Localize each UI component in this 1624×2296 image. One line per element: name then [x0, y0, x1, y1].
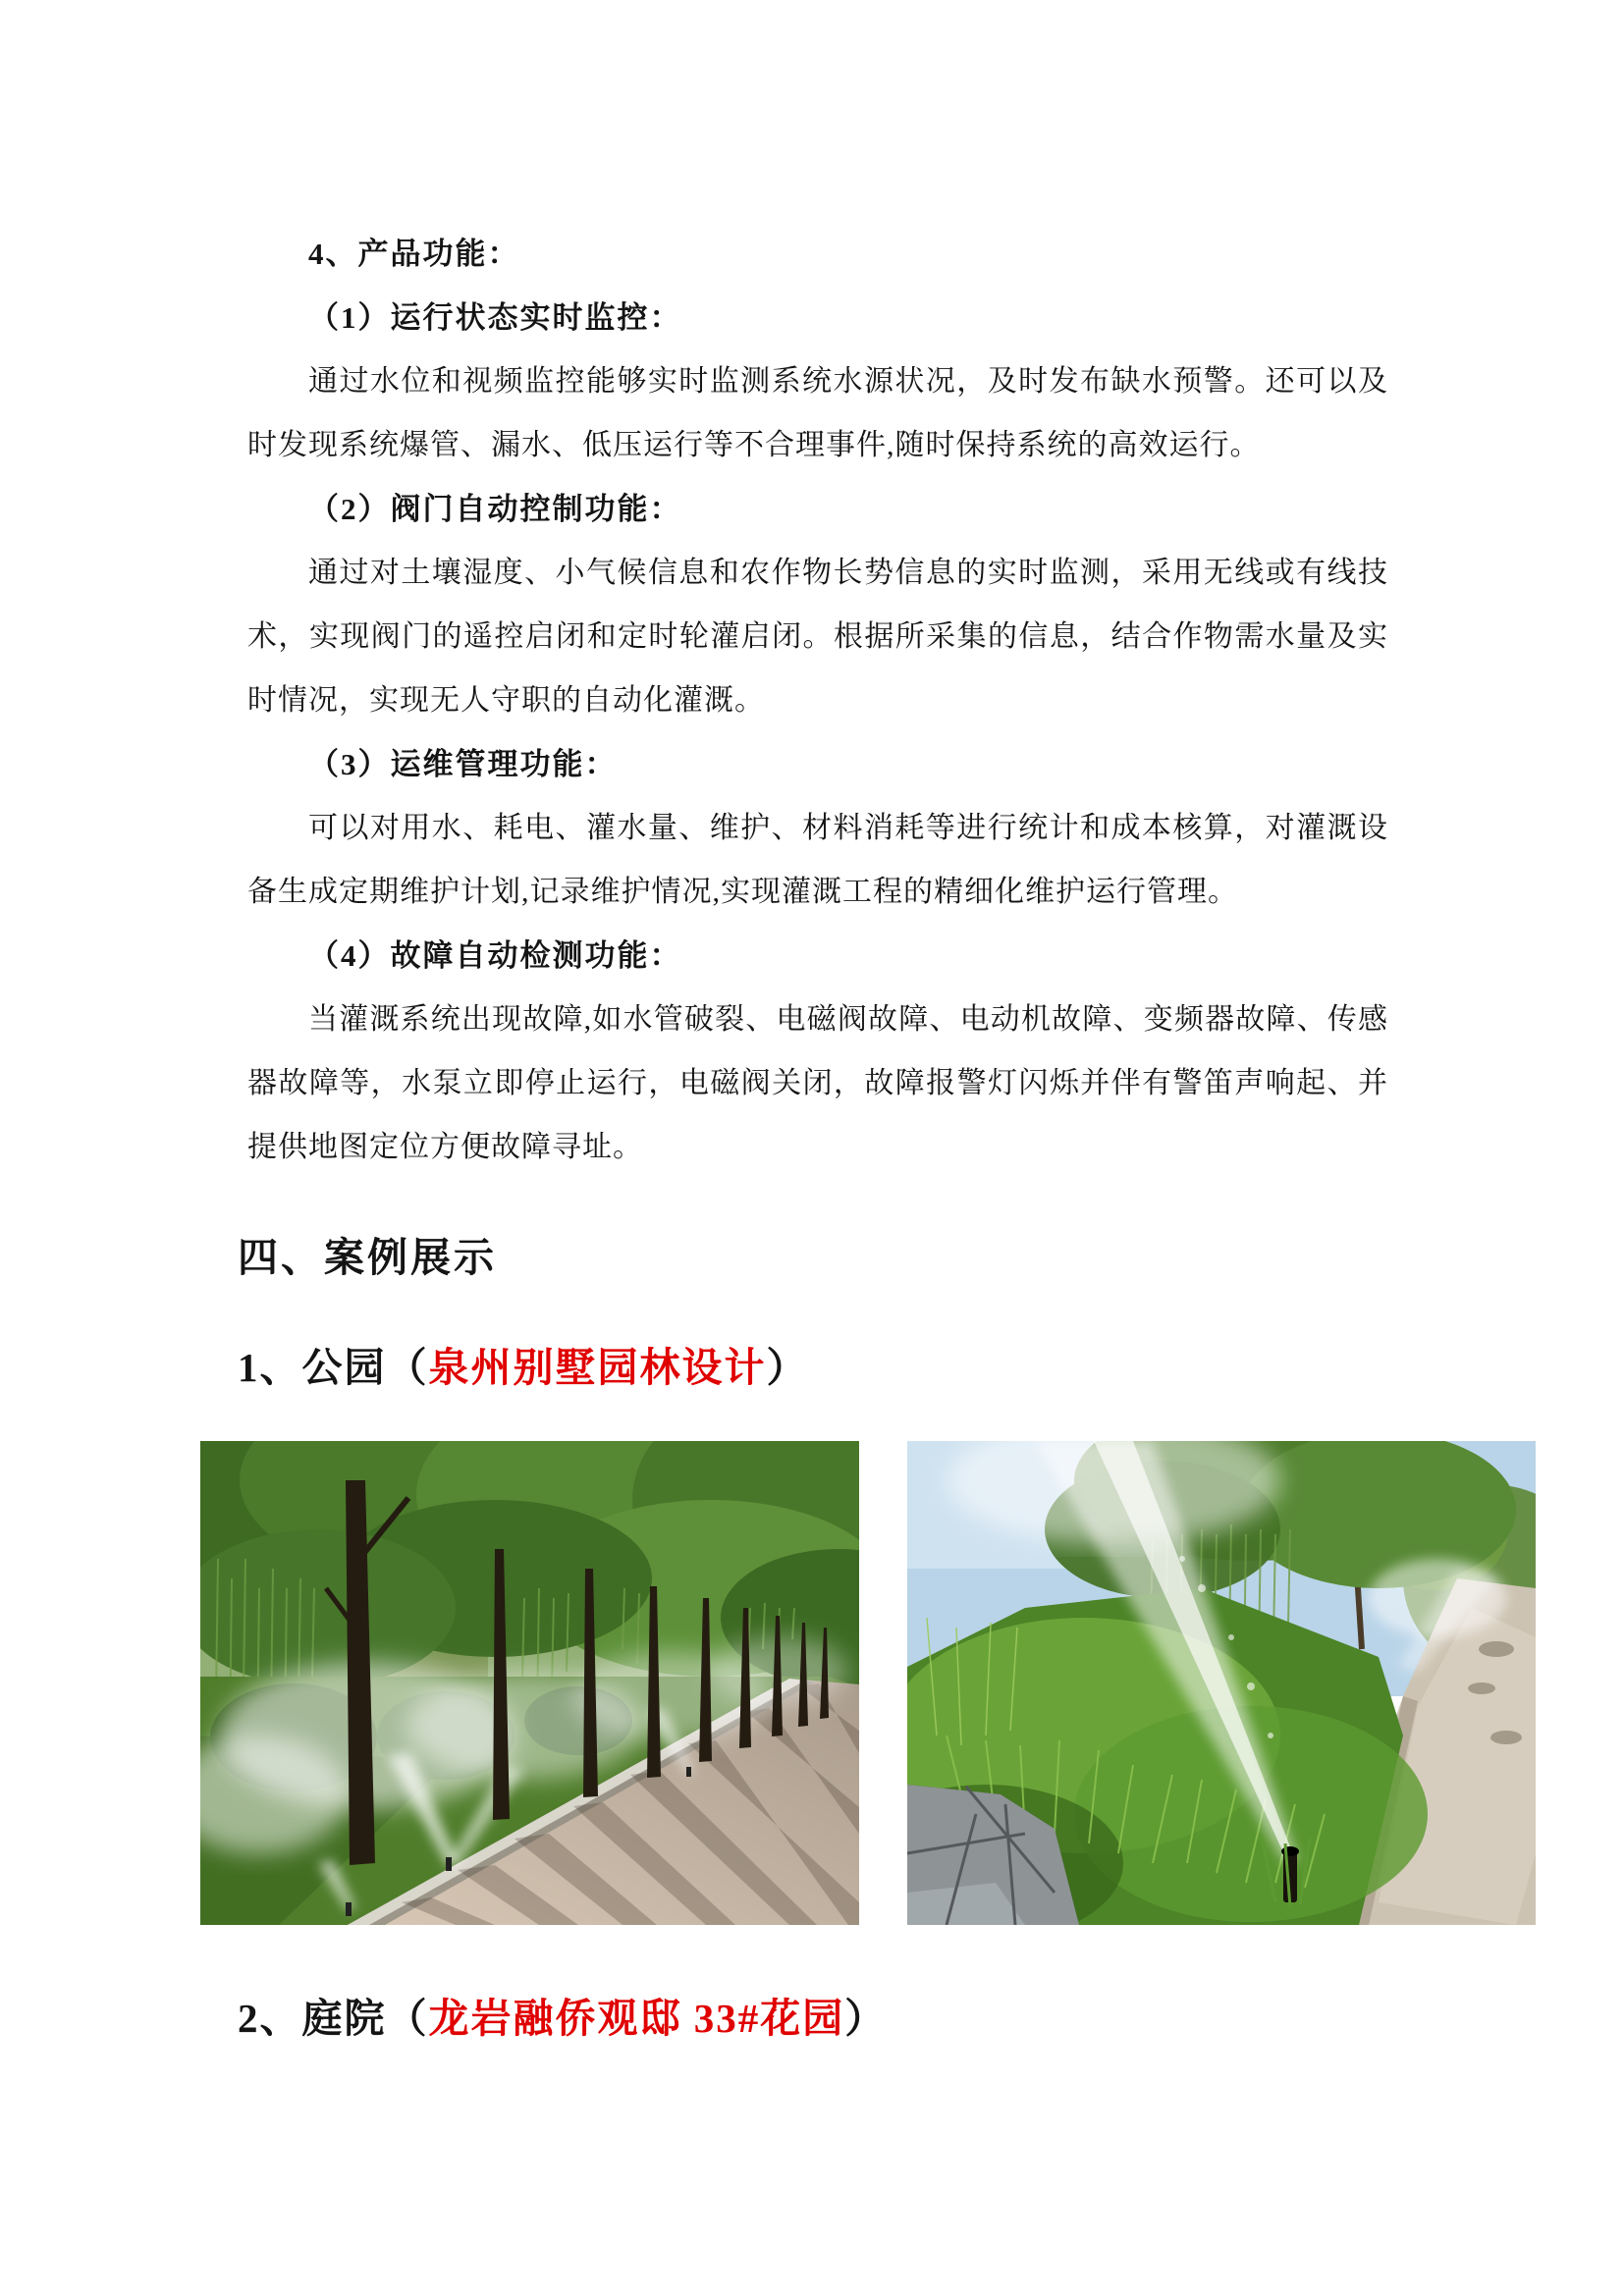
cases-section-title: 四、案例展示	[238, 1235, 497, 1280]
feature-2-heading: （2）阀门自动控制功能：	[308, 492, 682, 526]
features-title: 4、产品功能：	[308, 237, 520, 271]
feature-2-body: 通过对土壤湿度、小气候信息和农作物长势信息的实时监测，采用无线或有线技术，实现阀门的遥控启闭和定时轮灌启闭。根据所采集的信息，结合作物需水量及实时情况，实现无人守职的自动化灌溉。	[247, 557, 1388, 717]
park-photo-right-illustration	[907, 1441, 1536, 1925]
case-1-title	[238, 1333, 1388, 1402]
feature-3-heading: （3）运维管理功能：	[308, 747, 618, 781]
feature-1-body: 通过水位和视频监控能够实时监测系统水源状况，及时发布缺水预警。还可以及时发现系统爆管、漏水、低压运行等不合理事件,随时保持系统的高效运行。	[247, 365, 1388, 461]
case-1-suffix: ）	[766, 1345, 809, 1390]
case-2-title	[238, 1984, 1388, 2053]
document-content	[238, 222, 1388, 2053]
feature-1-heading: （1）运行状态实时监控：	[308, 300, 682, 335]
case-1-name: 泉州别墅园林设计	[428, 1345, 767, 1390]
case-2-suffix: ）	[844, 1996, 888, 2041]
park-photo-left	[200, 1441, 859, 1925]
case-2-prefix: 2、庭院（	[238, 1996, 429, 2041]
case-2-name: 龙岩融侨观邸 33#花园	[428, 1996, 845, 2041]
feature-3-body: 可以对用水、耗电、灌水量、维护、材料消耗等进行统计和成本核算，对灌溉设备生成定期维护计划,记录维护情况,实现灌溉工程的精细化维护运行管理。	[247, 812, 1388, 908]
feature-4-heading: （4）故障自动检测功能：	[308, 938, 682, 973]
park-photo-left-illustration	[200, 1441, 859, 1925]
feature-4-body: 当灌溉系统出现故障,如水管破裂、电磁阀故障、电动机故障、变频器故障、传感器故障等，水泵立即停止运行，电磁阀关闭，故障报警灯闪烁并伴有警笛声响起、并提供地图定位方便故障寻址。	[247, 1003, 1388, 1163]
case-1-prefix: 1、公园（	[238, 1345, 429, 1390]
park-photo-right	[907, 1441, 1536, 1925]
case-photo-row	[200, 1441, 1388, 1925]
